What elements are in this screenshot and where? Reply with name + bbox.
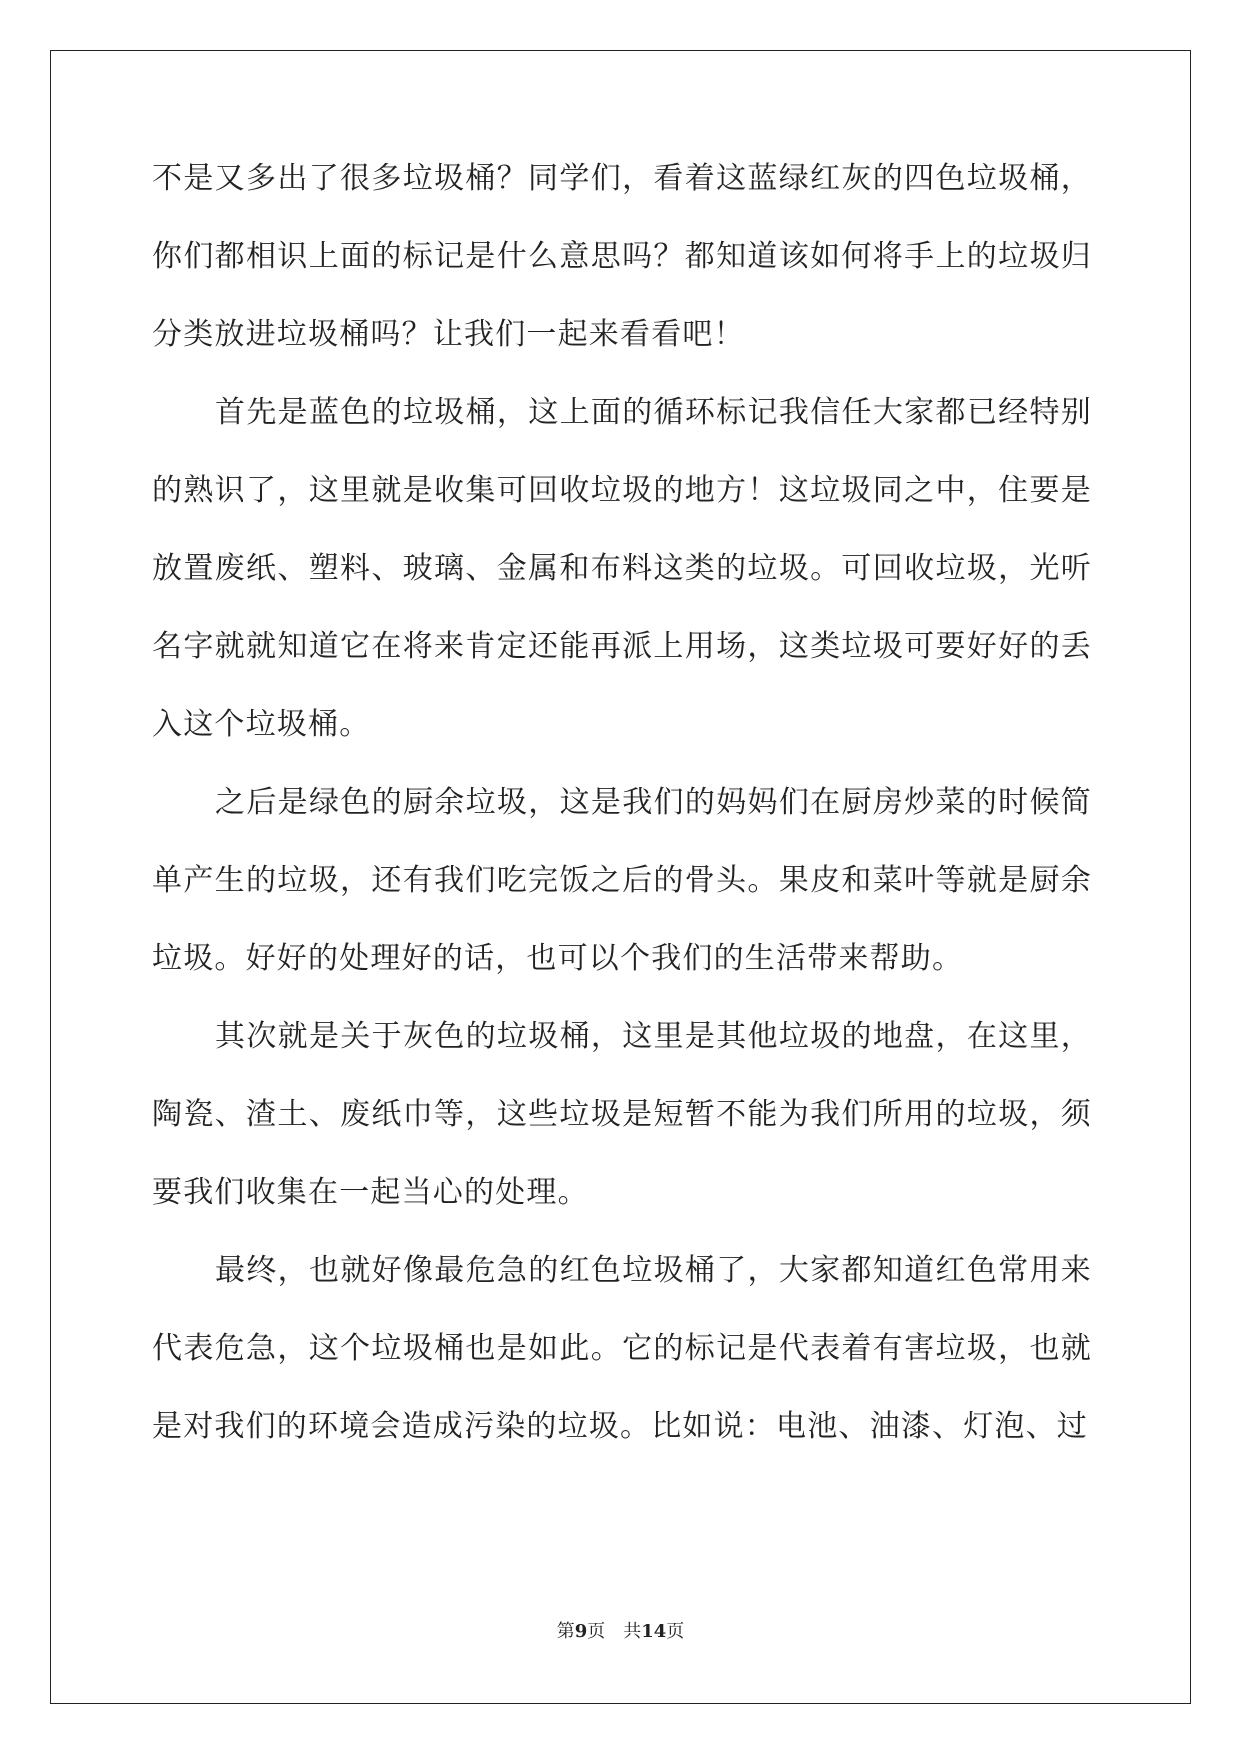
footer-prefix: 第 [556, 1621, 575, 1642]
page-footer [0, 1617, 1241, 1643]
paragraph-red-bin: 最终，也就好像最危急的红色垃圾桶了，大家都知道红色常用来代表危急，这个垃圾桶也是如此。它的标记是代表着有害垃圾，也就是对我们的环境会造成污染的垃圾。比如说：电池、油漆、灯泡、过 [152, 1253, 1092, 1444]
current-page-number: 9 [574, 1621, 588, 1642]
total-page-number: 14 [641, 1621, 667, 1642]
paragraph-gray-bin: 其次就是关于灰色的垃圾桶，这里是其他垃圾的地盘，在这里，陶瓷、渣土、废纸巾等，这些垃圾是短暂不能为我们所用的垃圾，须要我们收集在一起当心的处理。 [152, 1019, 1092, 1210]
document-body [152, 140, 1092, 1466]
paragraph-green-bin: 之后是绿色的厨余垃圾，这是我们的妈妈们在厨房炒菜的时候简单产生的垃圾，还有我们吃完饭之后的骨头。果皮和菜叶等就是厨余垃圾。好好的处理好的话，也可以个我们的生活带来帮助。 [152, 785, 1092, 976]
paragraph-blue-bin: 首先是蓝色的垃圾桶，这上面的循环标记我信任大家都已经特别的熟识了，这里就是收集可回收垃圾的地方！这垃圾同之中，住要是放置废纸、塑料、玻璃、金属和布料这类的垃圾。可回收垃圾，光听名字就就知道它在将来肯定还能再派上用场，这类垃圾可要好好的丢入这个垃圾桶。 [152, 395, 1092, 742]
paragraph-continuation: 不是又多出了很多垃圾桶？同学们，看着这蓝绿红灰的四色垃圾桶，你们都相识上面的标记是什么意思吗？都知道该如何将手上的垃圾归分类放进垃圾桶吗？让我们一起来看看吧！ [152, 161, 1092, 352]
footer-suffix: 页 [666, 1621, 685, 1642]
footer-middle: 页 共 [587, 1621, 642, 1642]
